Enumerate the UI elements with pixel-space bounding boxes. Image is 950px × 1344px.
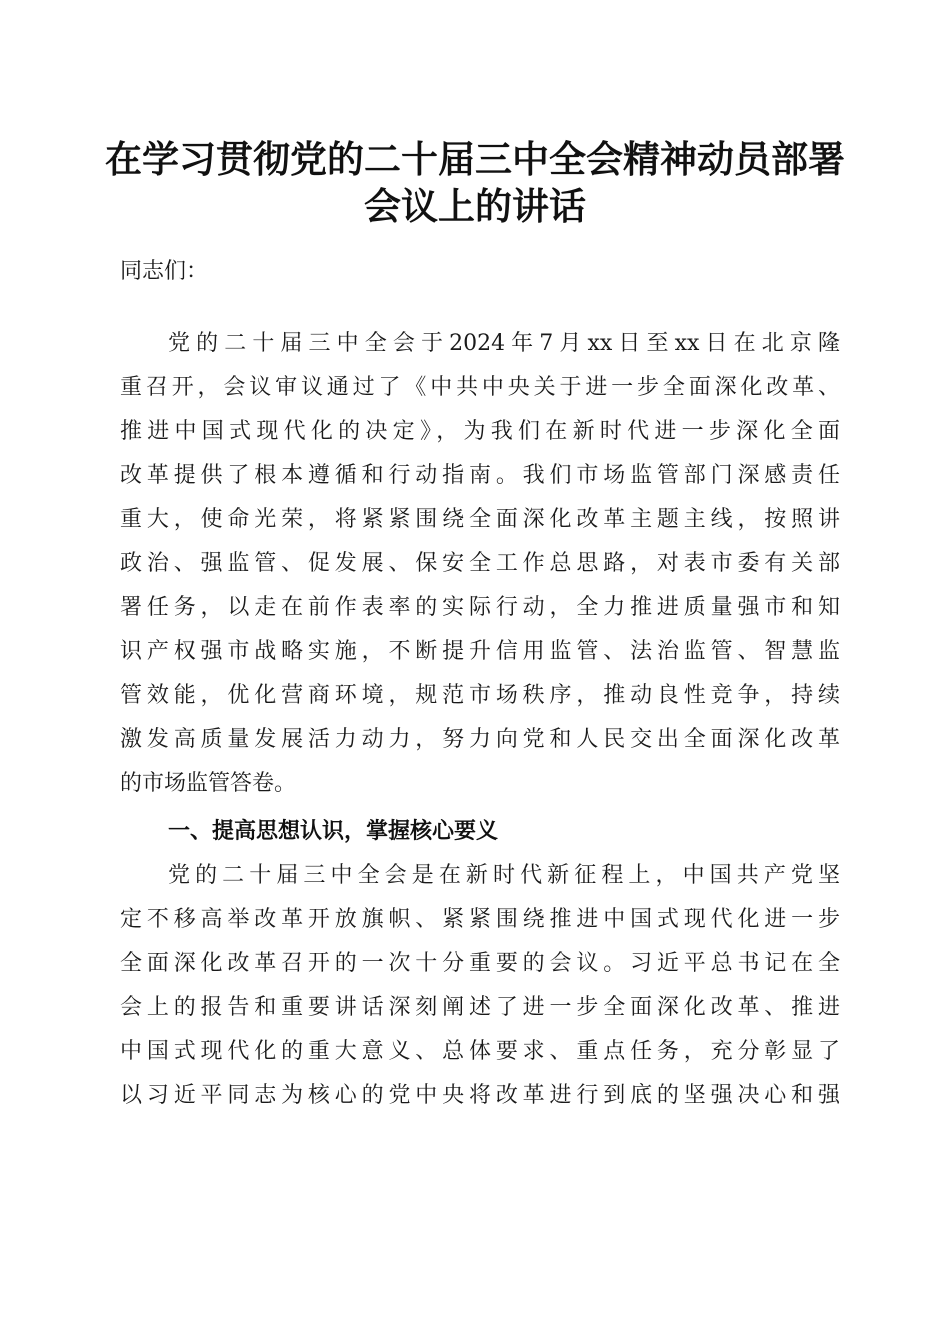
salutation bbox=[120, 250, 840, 294]
paragraph-line: 会上的报告和重要讲话深刻阐述了进一步全面深化改革、推进 bbox=[120, 995, 840, 1020]
paragraph-line: 识产权强市战略实施，不断提升信用监管、法治监管、智慧监 bbox=[120, 639, 840, 664]
paragraph-line: 党的二十届三中全会于2024年7月xx日至xx日在北京隆 bbox=[168, 331, 840, 356]
paragraph-line: 改革提供了根本遵循和行动指南。我们市场监管部门深感责任 bbox=[120, 463, 840, 488]
paragraph-line: 推进中国式现代化的决定》，为我们在新时代进一步深化全面 bbox=[120, 419, 840, 444]
paragraph-line: 激发高质量发展活力动力，努力向党和人民交出全面深化改革 bbox=[120, 727, 840, 752]
paragraph-line: 中国式现代化的重大意义、总体要求、重点任务，充分彰显了 bbox=[120, 1039, 840, 1064]
paragraph-line: 定不移高举改革开放旗帜、紧紧围绕推进中国式现代化进一步 bbox=[120, 907, 840, 932]
paragraph-2 bbox=[120, 854, 840, 1118]
paragraph-line: 政治、强监管、促发展、保安全工作总思路，对表市委有关部 bbox=[120, 551, 840, 576]
section-heading-1: 一、提高思想认识，掌握核心要义 bbox=[168, 819, 499, 844]
paragraph-line: 的市场监管答卷。 bbox=[120, 771, 297, 796]
paragraph-line: 党的二十届三中全会是在新时代新征程上，中国共产党坚 bbox=[168, 863, 840, 888]
paragraph-line: 以习近平同志为核心的党中央将改革进行到底的坚强决心和强 bbox=[120, 1083, 840, 1108]
paragraph-line: 署任务，以走在前作表率的实际行动，全力推进质量强市和知 bbox=[120, 595, 840, 620]
paragraph-line: 全面深化改革召开的一次十分重要的会议。习近平总书记在全 bbox=[120, 951, 840, 976]
paragraph-line: 重大，使命光荣，将紧紧围绕全面深化改革主题主线，按照讲 bbox=[120, 507, 840, 532]
document-title-line-2: 会议上的讲话 bbox=[364, 184, 586, 228]
paragraph-1 bbox=[120, 322, 840, 806]
salutation-text: 同志们： bbox=[120, 259, 209, 284]
paragraph-line: 管效能，优化营商环境，规范市场秩序，推动良性竞争，持续 bbox=[120, 683, 840, 708]
paragraph-line: 重召开，会议审议通过了《中共中央关于进一步全面深化改革、 bbox=[120, 375, 840, 400]
document-title-line-1: 在学习贯彻党的二十届三中全会精神动员部署 bbox=[105, 137, 845, 181]
